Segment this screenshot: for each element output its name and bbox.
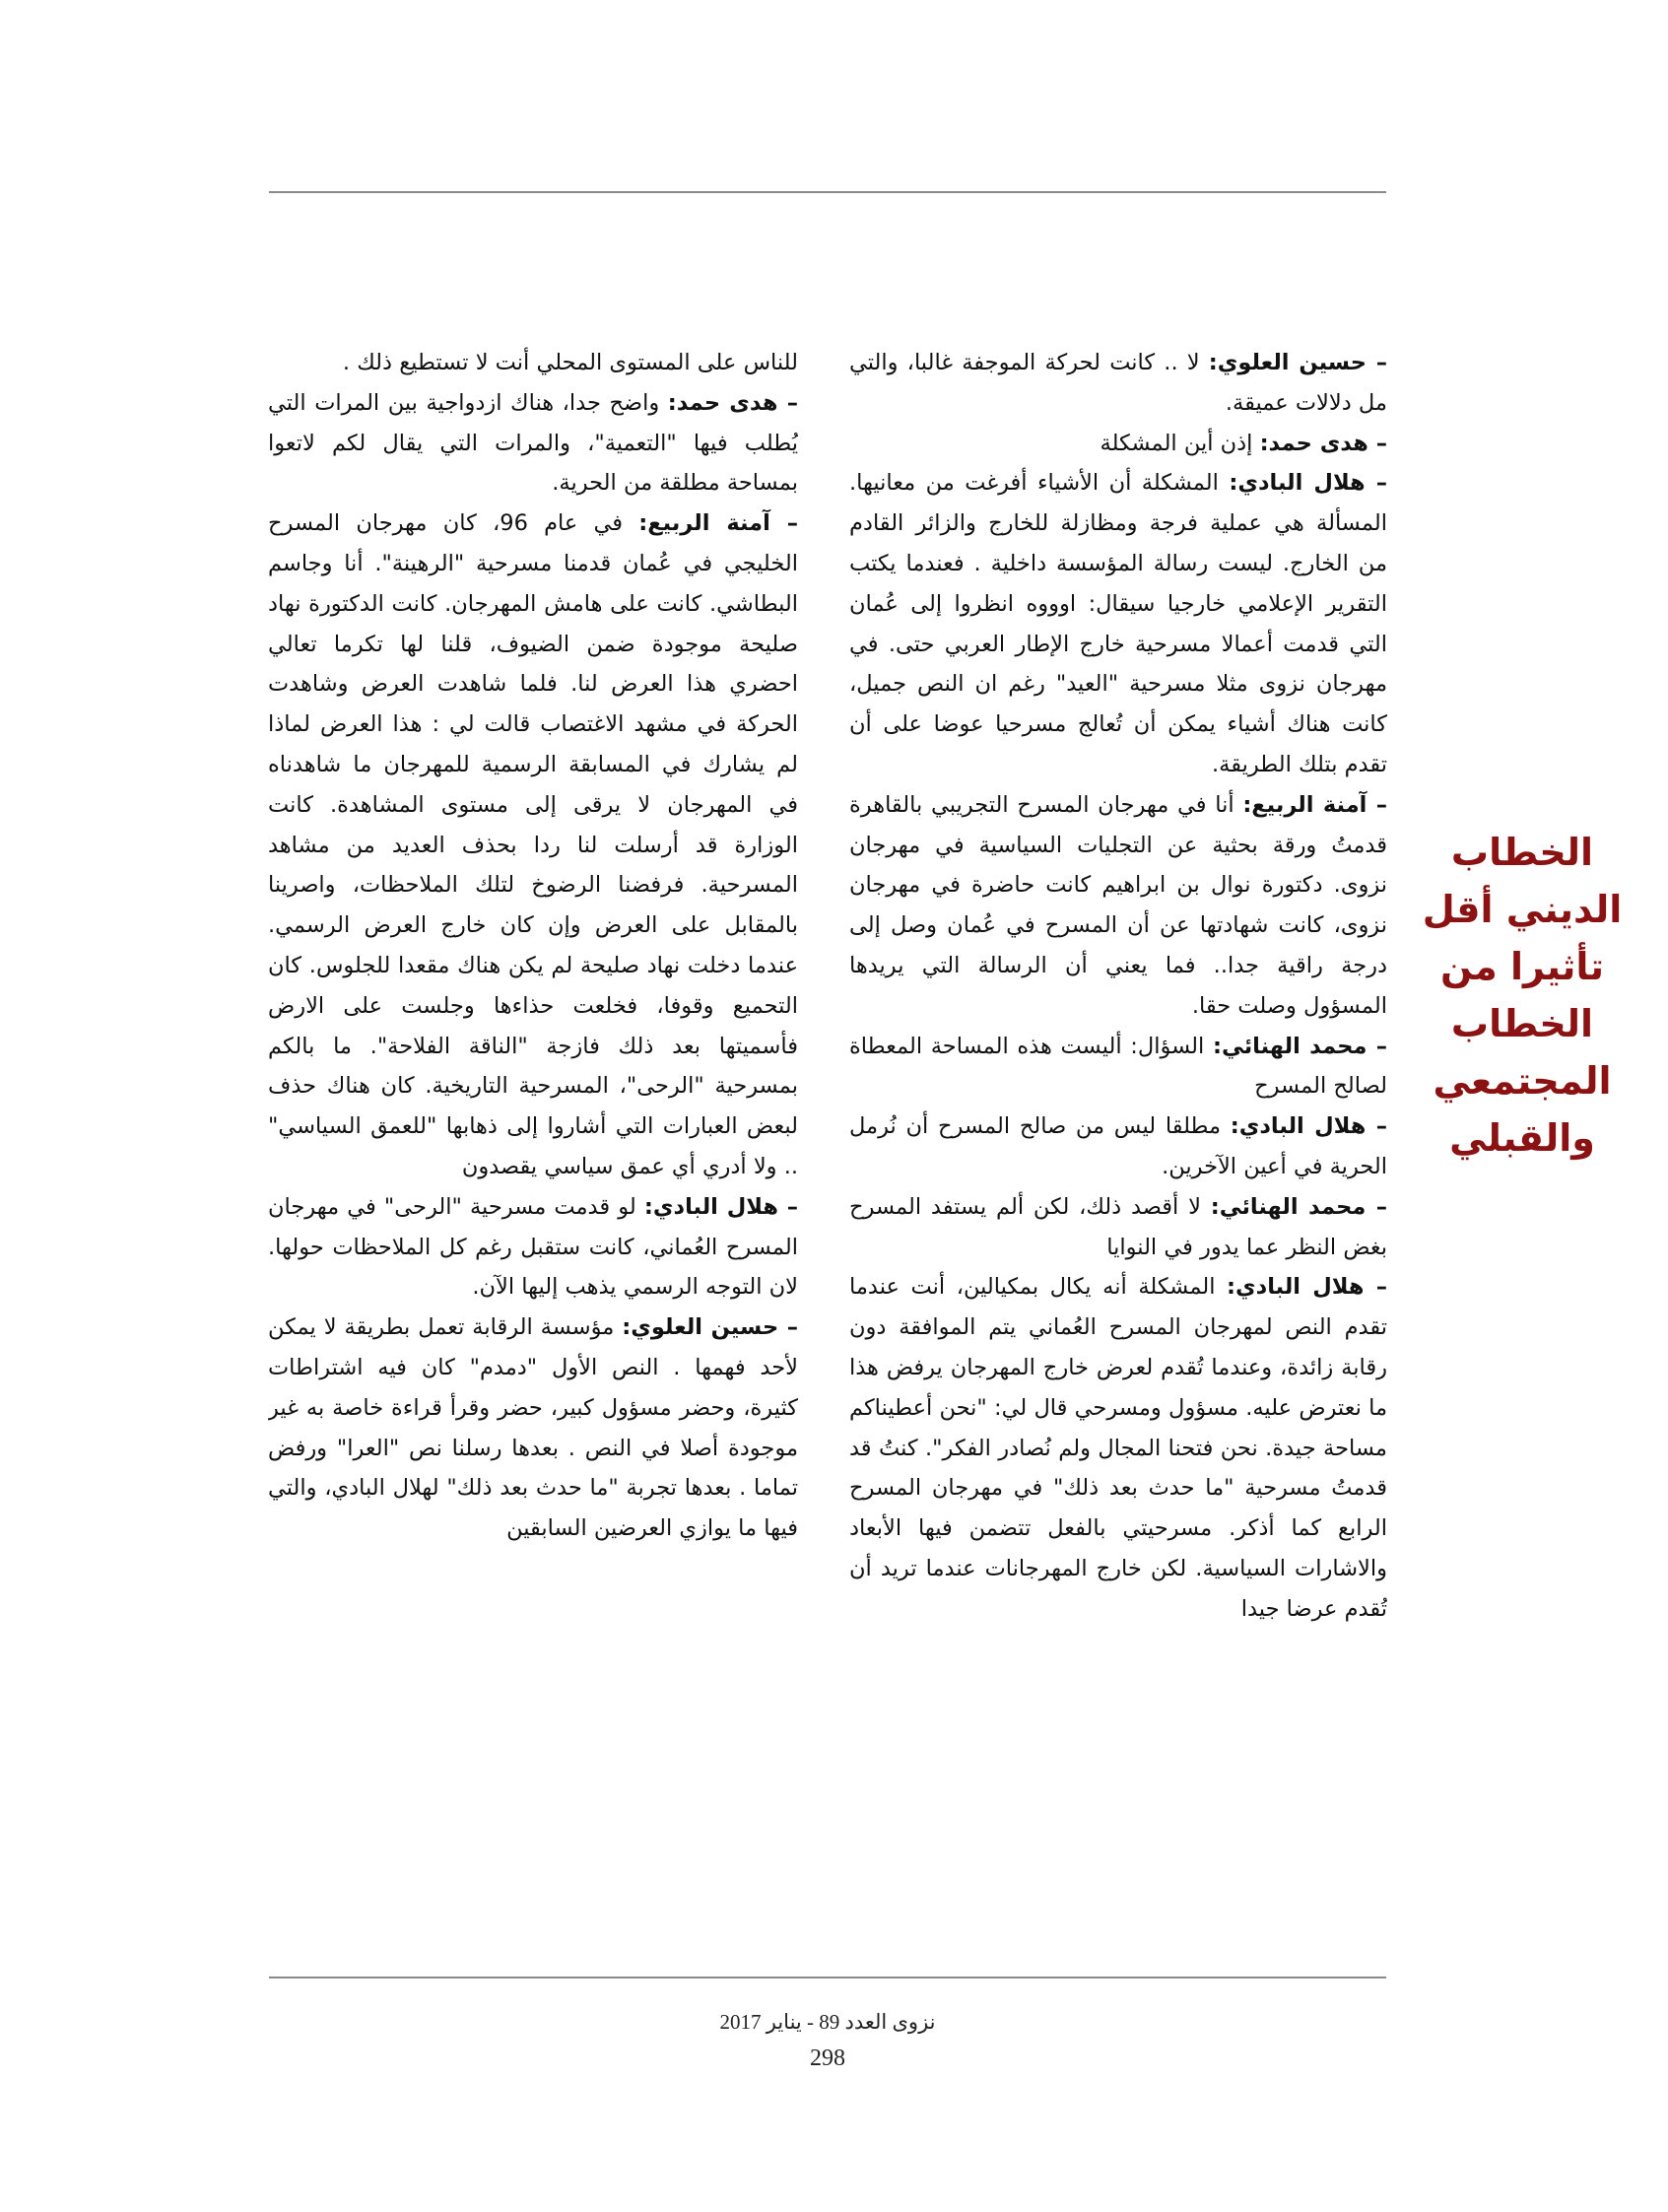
- speaker-name: – حسين العلوي:: [622, 1314, 798, 1341]
- paragraph-text: لو قدمت مسرحية "الرحى" في مهرجان المسرح العُماني، كانت ستقبل رغم كل الملاحظات حولها. لان التوجه الرسمي يذهب إليها الآن.: [268, 1193, 798, 1301]
- paragraph-text: مؤسسة الرقابة تعمل بطريقة لا يمكن لأحد فهمها . النص الأول "دمدم" كان فيه اشتراطات كثيرة، وحضر مسؤول كبير، حضر وقرأ قراءة خاصة به غير موجودة أصلا في النص . بعدها رسلنا نص "العرا" ورفض تماما . بعدها تجربة "ما حدث بعد ذلك" لهلال البادي، والتي فيها ما يوازي العرضين السابقين: [268, 1314, 798, 1542]
- paragraph: [849, 343, 1387, 424]
- paragraph-text: لا أقصد ذلك، لكن ألم يستفد المسرح بغض النظر عما يدور في النوايا: [849, 1193, 1387, 1260]
- pull-quote-line: والقبلي: [1449, 1116, 1595, 1160]
- paragraph: [849, 785, 1387, 1027]
- paragraph-text: لا .. كانت لحركة الموجفة غالبا، والتي مل دلالات عميقة.: [849, 350, 1387, 416]
- article-column-left: [268, 343, 798, 1959]
- top-rule: [269, 191, 1386, 193]
- speaker-name: – هدى حمد:: [667, 389, 798, 416]
- speaker-name: – هلال البادي:: [1229, 470, 1387, 497]
- paragraph: [849, 1267, 1387, 1629]
- pull-quote-line: الخطاب: [1450, 1002, 1594, 1045]
- bottom-rule: [269, 1977, 1386, 1978]
- speaker-name: – هلال البادي:: [1227, 1274, 1387, 1301]
- paragraph-text: إذن أين المشكلة: [1100, 430, 1260, 456]
- paragraph: [849, 463, 1387, 784]
- speaker-name: – محمد الهنائي:: [1212, 1033, 1387, 1059]
- paragraph: [268, 1187, 798, 1307]
- pull-quote-line: تأثيرا من: [1440, 945, 1604, 988]
- speaker-name: – هلال البادي:: [643, 1193, 798, 1220]
- pull-quote: [1419, 824, 1626, 1167]
- pull-quote-line: الديني أقل: [1422, 888, 1623, 931]
- speaker-name: – حسين العلوي:: [1208, 350, 1387, 375]
- page-number: 298: [810, 2045, 845, 2071]
- paragraph-text: واضح جدا، هناك ازدواجية بين المرات التي يُطلب فيها "التعمية"، والمرات التي يقال لكم لاتعوا بمساحة مطلقة من الحرية.: [268, 389, 798, 497]
- paragraph-text: المشكلة أنه يكال بمكيالين، أنت عندما تقدم النص لمهرجان المسرح العُماني يتم الموافقة دون رقابة زائدة، وعندما تُقدم لعرض خارج المهرجان يرفض هذا ما نعترض عليه. مسؤول ومسرحي قال لي: "نحن أعطيناكم مساحة جيدة. نحن فتحنا المجال ولم نُصادر الفكر". كنتُ قد قدمتُ مسرحية "ما حدث بعد ذلك" في مهرجان المسرح الرابع كما أذكر. مسرحيتي بالفعل تتضمن فيها الأبعاد والاشارات السياسية. لكن خارج المهرجانات عندما تريد أن تُقدم عرضا جيدا: [849, 1274, 1387, 1622]
- paragraph: [268, 503, 798, 1187]
- speaker-name: – آمنة الربيع:: [1242, 791, 1387, 818]
- pull-quote-line: المجتمعي: [1433, 1059, 1612, 1103]
- paragraph: [849, 1027, 1387, 1107]
- speaker-name: – هدى حمد:: [1259, 430, 1387, 456]
- issue-info: نزوى العدد 89 - يناير 2017: [719, 2010, 936, 2034]
- paragraph-text: المشكلة أن الأشياء أفرغت من معانيها. المسألة هي عملية فرجة ومظازلة للخارج والزائر القادم من الخارج. ليست رسالة المؤسسة داخلية . فعندما يكتب التقرير الإعلامي خارجيا سيقال: اوووه انظروا إلى عُمان التي قدمت أعمالا مسرحية خارج الإطار العربي حتى. في مهرجان نزوى مثلا مسرحية "العيد" رغم ان النص جميل، كانت هناك أشياء يمكن أن تُعالج مسرحيا عوضا على أن تقدم بتلك الطريقة.: [849, 470, 1387, 777]
- pull-quote-line: الخطاب: [1450, 831, 1594, 874]
- speaker-name: – محمد الهنائي:: [1210, 1193, 1387, 1220]
- paragraph: [849, 1106, 1387, 1187]
- article-column-right: [849, 343, 1387, 1959]
- speaker-name: – آمنة الربيع:: [638, 510, 798, 537]
- paragraph-text: أنا في مهرجان المسرح التجريبي بالقاهرة قدمتُ ورقة بحثية عن التجليات السياسية في مهرجان نزوى. دكتورة نوال بن ابراهيم كانت حاضرة في مهرجان نزوى، كانت شهادتها عن أن المسرح في عُمان وصل إلى درجة راقية جدا.. فما يعني أن الرسالة التي يريدها المسؤول وصلت حقا.: [849, 791, 1387, 1019]
- paragraph-text: السؤال: أليست هذه المساحة المعطاة لصالح المسرح: [849, 1033, 1387, 1100]
- paragraph: [849, 1187, 1387, 1268]
- speaker-name: – هلال البادي:: [1230, 1113, 1387, 1140]
- paragraph: [268, 1307, 798, 1549]
- paragraph-text: مطلقا ليس من صالح المسرح أن نُرمل الحرية في أعين الآخرين.: [849, 1113, 1387, 1179]
- paragraph-text: في عام 96، كان مهرجان المسرح الخليجي في عُمان قدمنا مسرحية "الرهينة". أنا وجاسم البطاشي. كانت على هامش المهرجان. كانت الدكتورة نهاد صليحة موجودة ضمن الضيوف، قلنا لها تكرما تعالي احضري هذا العرض لنا. فلما شاهدت العرض وشاهدت الحركة في مشهد الاغتصاب قالت لي : هذا العرض لماذا لم يشارك في المسابقة الرسمية للمهرجان ما شاهدناه في المهرجان لا يرقى إلى مستوى المشاهدة. كانت الوزارة قد أرسلت لنا ردا بحذف العديد من مشاهد المسرحية. فرفضنا الرضوخ لتلك الملاحظات، واصرينا بالمقابل على العرض وإن كان خارج العرض الرسمي. عندما دخلت نهاد صليحة لم يكن هناك مقعدا للجلوس. كان التحميع وقوفا، فخلعت حذاءها وجلست على الارض فأسميتها بعد ذلك فازجة "الناقة الفلاحة". ما بالكم بمسرحية "الرحى"، المسرحية التاريخية. كان هناك حذف لبعض العبارات التي أشاروا إلى ذهابها "للعمق السياسي" .. ولا أدري أي عمق سياسي يقصدون: [268, 510, 798, 1179]
- paragraph: [849, 424, 1387, 464]
- paragraph: [268, 383, 798, 503]
- paragraph-text: للناس على المستوى المحلي أنت لا تستطيع ذلك .: [342, 350, 798, 375]
- paragraph: [268, 343, 798, 383]
